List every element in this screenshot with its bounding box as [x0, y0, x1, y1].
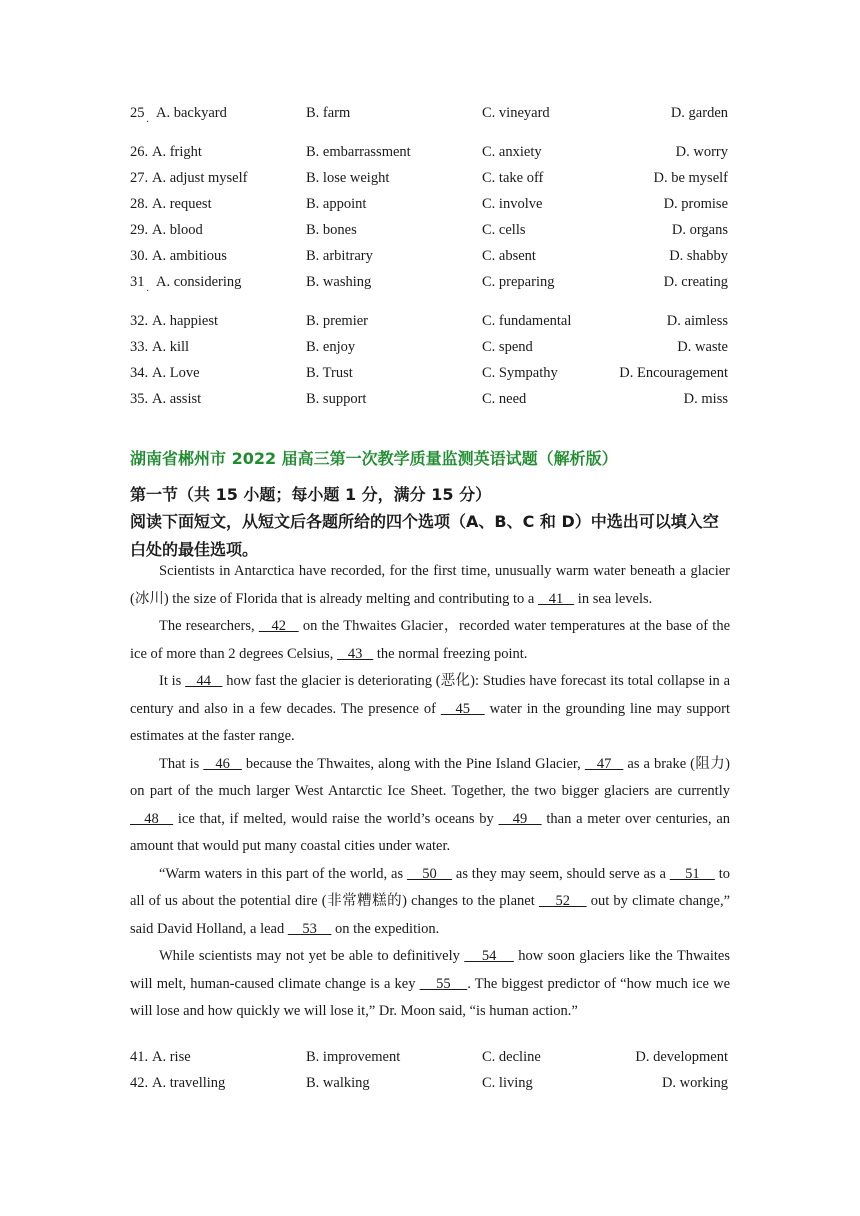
passage-paragraph — [130, 558, 730, 613]
passage-text: Scientists in Antarctica have recorded, for the first time, unusually warm water beneath a glacier (冰川) the size of Florida that is already melting and contributing to a — [130, 563, 730, 607]
option-c: C. Sympathy — [482, 365, 558, 381]
option-d: D. organs — [671, 222, 728, 238]
passage-text: That is — [159, 755, 204, 772]
option-a: A. kill — [152, 339, 190, 355]
option-a: A. ambitious — [152, 248, 227, 264]
passage-text: . The biggest predictor of “how much ice we will lose and how quickly we will lose it,” Dr. Moon said, “is human action.” — [130, 975, 731, 1019]
option-a: A. happiest — [152, 313, 219, 329]
dot-mark: · — [146, 117, 150, 128]
passage-text: on the Thwaites Glacier，recorded water temperatures at the base of the ice of more than 2 degrees Celsius, — [130, 618, 731, 662]
document-title: 湖南省郴州市 2022 届高三第一次教学质量监测英语试题（解析版） — [130, 449, 618, 468]
option-a: A. rise — [152, 1049, 191, 1065]
passage-text: “Warm waters in this part of the world, as — [159, 865, 407, 882]
question-number: 29. — [130, 222, 149, 238]
passage-text: ice that, if melted, would raise the world’s oceans by — [173, 810, 499, 827]
question-number: 26. — [130, 144, 149, 160]
option-d: D. working — [661, 1075, 728, 1091]
passage-paragraph — [130, 613, 730, 668]
answer-blank: 49 — [498, 810, 542, 827]
option-row — [0, 363, 860, 383]
option-b: B. bones — [306, 222, 357, 238]
option-row — [0, 311, 860, 331]
section-heading: 第一节（共 15 小题；每小题 1 分，满分 15 分） — [130, 485, 492, 504]
answer-blank: 45 — [440, 700, 485, 717]
option-row — [0, 103, 860, 128]
option-d: D. worry — [675, 144, 728, 160]
passage-text: It is — [159, 673, 186, 689]
option-a: A. blood — [152, 222, 203, 238]
answer-blank: 50 — [406, 865, 453, 882]
option-c: C. involve — [482, 196, 543, 212]
option-b: B. washing — [306, 274, 372, 290]
option-d: D. miss — [683, 391, 728, 407]
answer-blank: 54 — [464, 948, 514, 964]
passage-paragraph — [130, 861, 730, 944]
passage-paragraph — [130, 943, 730, 1026]
option-d: D. waste — [677, 339, 728, 355]
answer-blank: 51 — [669, 865, 715, 882]
option-d: D. Encouragement — [619, 365, 728, 381]
dot-mark: · — [146, 286, 150, 297]
option-row — [0, 1073, 860, 1093]
option-c: C. take off — [482, 170, 544, 186]
option-c: C. vineyard — [482, 105, 550, 121]
option-row — [0, 220, 860, 240]
question-number: 35. — [130, 391, 149, 407]
option-b: B. farm — [306, 105, 351, 121]
question-number: 32. — [130, 313, 149, 329]
option-c: C. spend — [482, 339, 533, 355]
option-c: C. need — [482, 391, 527, 407]
answer-blank: 42 — [258, 618, 299, 634]
option-a: A. fright — [152, 144, 202, 160]
option-b: B. walking — [306, 1075, 370, 1091]
answer-blank: 44 — [185, 673, 223, 689]
passage-text: than a meter over centuries, an amount that would put many coastal cities under water. — [130, 810, 730, 854]
question-number: 42. — [130, 1075, 149, 1091]
option-b: B. premier — [306, 313, 369, 329]
option-row — [0, 337, 860, 357]
passage-text: the normal freezing point. — [373, 645, 528, 662]
option-d: D. shabby — [669, 248, 728, 264]
option-row — [0, 142, 860, 162]
option-c: C. absent — [482, 248, 536, 264]
option-b: B. support — [306, 391, 367, 407]
option-a: A. request — [152, 196, 212, 212]
option-d: D. aimless — [666, 313, 728, 329]
question-number: 31 — [130, 274, 145, 290]
question-number: 34. — [130, 365, 149, 381]
passage-text: on the expedition. — [331, 920, 440, 937]
question-number: 41. — [130, 1049, 149, 1065]
passage-text: as they may seem, should serve as a — [452, 865, 670, 882]
option-c: C. preparing — [482, 274, 555, 290]
option-b: B. arbitrary — [306, 248, 373, 264]
option-row — [0, 168, 860, 188]
option-b: B. Trust — [306, 365, 353, 381]
question-number: 27. — [130, 170, 149, 186]
answer-blank: 41 — [537, 590, 575, 607]
passage-paragraph — [130, 751, 730, 861]
instructions: 阅读下面短文，从短文后各题所给的四个选项（A、B、C 和 D）中选出可以填入空白处的最佳选项。 — [130, 512, 719, 559]
question-number: 33. — [130, 339, 149, 355]
option-row — [0, 194, 860, 214]
answer-blank: 43 — [336, 645, 374, 662]
question-number: 30. — [130, 248, 149, 264]
option-row — [0, 246, 860, 266]
answer-blank: 46 — [203, 755, 242, 772]
option-c: C. decline — [482, 1049, 541, 1065]
passage-text: water in the grounding line may support estimates at the faster range. — [130, 700, 731, 744]
option-row — [0, 272, 860, 297]
passage-text: to all of us about the potential dire (非常糟糕的) changes to the planet — [130, 865, 730, 909]
option-b: B. enjoy — [306, 339, 356, 355]
option-c: C. cells — [482, 222, 526, 238]
question-number: 25 — [130, 105, 145, 121]
passage-text: how soon glaciers like the Thwaites will melt, human-caused climate change is a key — [130, 948, 731, 992]
option-b: B. embarrassment — [306, 144, 411, 160]
answer-blank: 52 — [538, 893, 587, 909]
passage-text: out by climate change,” said David Holland, a lead — [130, 893, 731, 937]
option-d: D. creating — [663, 274, 728, 290]
passage-text: because the Thwaites, along with the Pine Island Glacier, — [241, 755, 585, 772]
option-d: D. be myself — [653, 170, 728, 186]
option-row — [0, 389, 860, 409]
passage-text: how fast the glacier is deteriorating (恶化): Studies have forecast its total collapse in a century and also in a few decades. The presence of — [130, 673, 731, 717]
answer-blank: 55 — [419, 975, 468, 992]
cloze-passage — [130, 558, 730, 1026]
option-a: A. assist — [152, 391, 202, 407]
passage-text: While scientists may not yet be able to definitively — [159, 948, 465, 964]
option-c: C. living — [482, 1075, 533, 1091]
option-d: D. garden — [670, 105, 728, 121]
question-number: 28. — [130, 196, 149, 212]
option-a: A. considering — [156, 274, 242, 290]
passage-text: as a brake (阻力) on part of the much larger West Antarctic Ice Sheet. Together, the two bigger glaciers are currently — [130, 755, 731, 799]
passage-text: in sea levels. — [574, 590, 653, 607]
option-c: C. fundamental — [482, 313, 572, 329]
answer-blank: 47 — [584, 755, 624, 772]
option-a: A. Love — [152, 365, 200, 381]
option-a: A. backyard — [156, 105, 227, 121]
option-b: B. appoint — [306, 196, 367, 212]
passage-text: The researchers, — [159, 618, 259, 634]
option-d: D. development — [635, 1049, 728, 1065]
answer-blank: 48 — [130, 810, 174, 827]
option-b: B. lose weight — [306, 170, 390, 186]
option-b: B. improvement — [306, 1049, 401, 1065]
option-a: A. adjust myself — [152, 170, 248, 186]
option-d: D. promise — [663, 196, 728, 212]
option-c: C. anxiety — [482, 144, 542, 160]
option-a: A. travelling — [152, 1075, 226, 1091]
option-row — [0, 1047, 860, 1067]
answer-blank: 53 — [287, 920, 332, 937]
passage-paragraph — [130, 668, 730, 751]
